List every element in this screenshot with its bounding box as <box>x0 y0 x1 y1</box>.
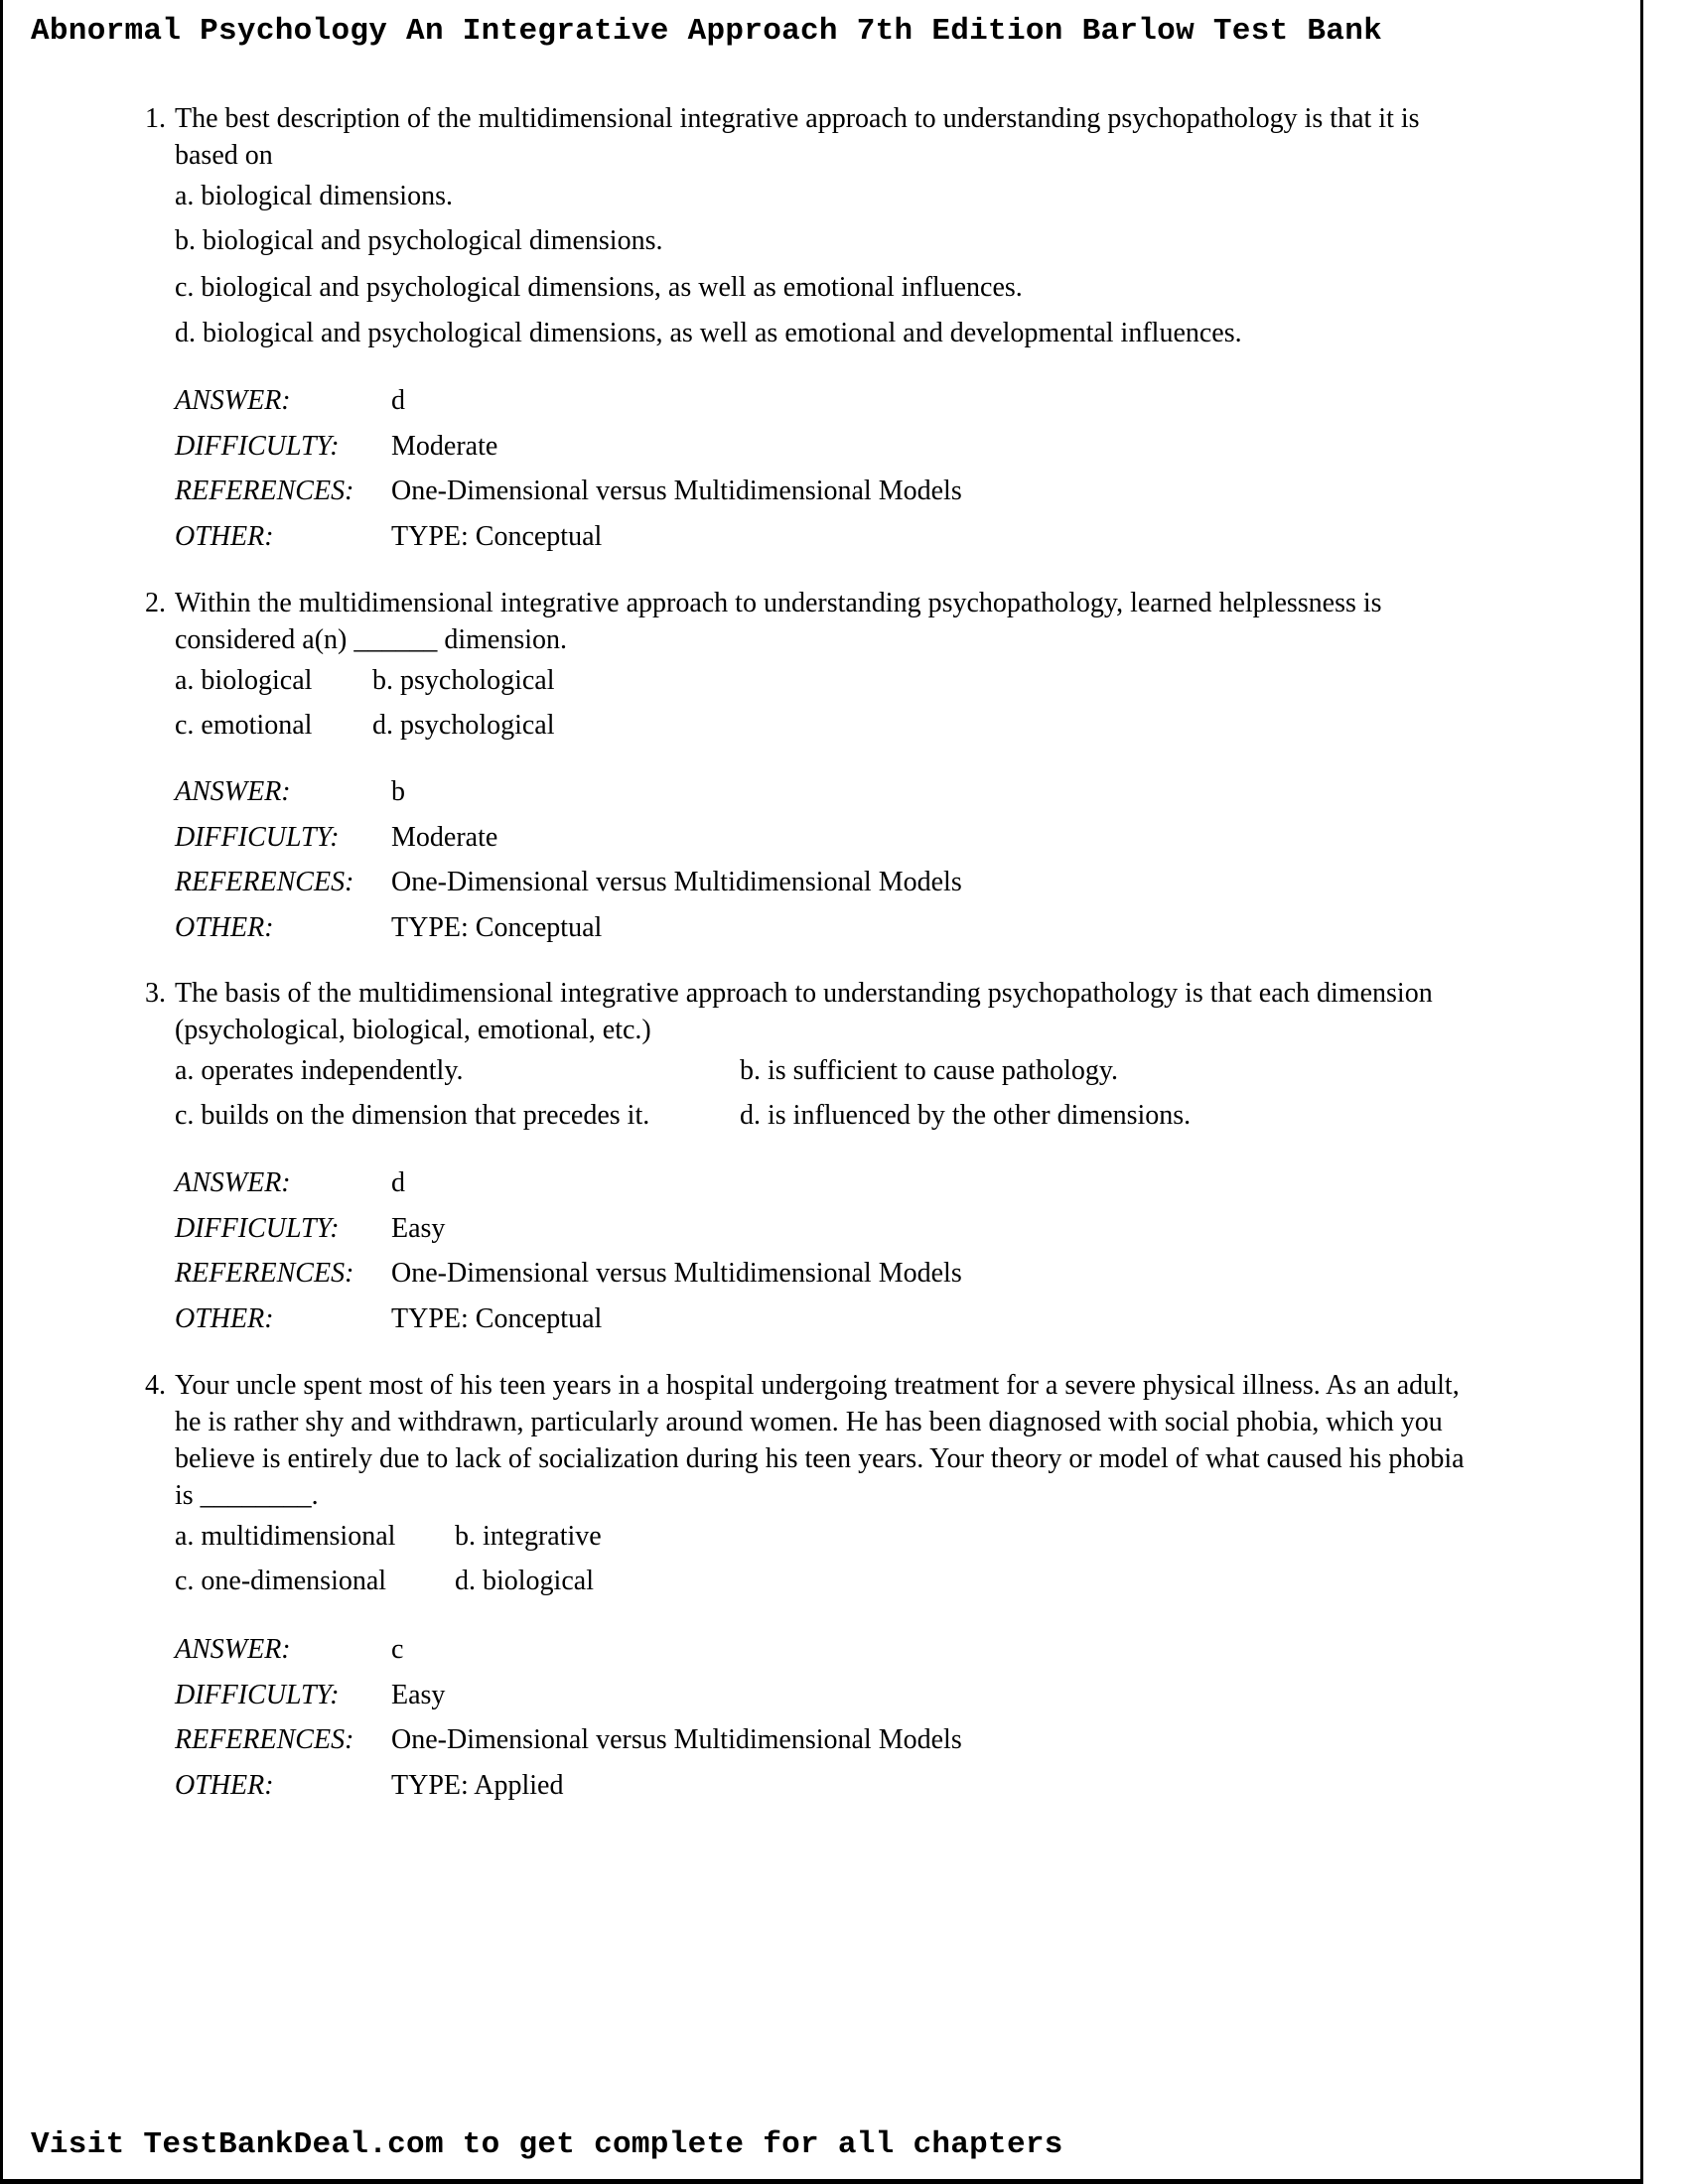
answer-value: d <box>391 385 405 416</box>
other-label: OTHER: <box>175 1303 274 1335</box>
question-line: considered a(n) ______ dimension. <box>175 624 568 655</box>
option-b: b. integrative <box>455 1521 602 1552</box>
answer-label: ANSWER: <box>175 1634 291 1665</box>
difficulty-value: Moderate <box>391 821 498 853</box>
references-value: One-Dimensional versus Multidimensional Models <box>391 1258 962 1290</box>
option-c: c. builds on the dimension that precedes it. <box>175 1100 650 1131</box>
question-line: The best description of the multidimensional integrative approach to understanding psychopathology is that it is <box>175 103 1420 134</box>
answer-options <box>175 174 1595 355</box>
option-b: b. biological and psychological dimensions. <box>175 225 663 256</box>
difficulty-label: DIFFICULTY: <box>175 1679 340 1710</box>
document-title: Abnormal Psychology An Integrative Approach 7th Edition Barlow Test Bank <box>31 14 1383 49</box>
option-a: a. operates independently. <box>175 1055 464 1086</box>
option-d: d. biological <box>455 1566 594 1596</box>
question-line: is ________. <box>175 1480 319 1511</box>
other-label: OTHER: <box>175 1770 274 1802</box>
other-label: OTHER: <box>175 912 274 944</box>
references-value: One-Dimensional versus Multidimensional Models <box>391 1724 962 1756</box>
question-3 <box>145 975 1595 1138</box>
answer-value: d <box>391 1167 405 1198</box>
references-label: REFERENCES: <box>175 1258 354 1290</box>
difficulty-label: DIFFICULTY: <box>175 430 340 462</box>
question-line: based on <box>175 140 273 171</box>
question-4 <box>145 1367 1595 1603</box>
question-number: 1. <box>145 103 166 134</box>
option-a: a. biological <box>175 665 313 696</box>
option-d: d. biological and psychological dimensions, as well as emotional and developmental influences. <box>175 318 1242 348</box>
question-line: he is rather shy and withdrawn, particularly around women. He has been diagnosed with social phobia, which you <box>175 1407 1443 1437</box>
answer-options <box>175 1048 1595 1138</box>
option-c: c. emotional <box>175 710 313 741</box>
references-value: One-Dimensional versus Multidimensional Models <box>391 867 962 898</box>
option-c: c. biological and psychological dimensions, as well as emotional influences. <box>175 271 1023 303</box>
difficulty-label: DIFFICULTY: <box>175 821 340 853</box>
other-value: TYPE: Conceptual <box>391 521 603 553</box>
question-line: The basis of the multidimensional integrative approach to understanding psychopathology is that each dimension <box>175 978 1433 1009</box>
option-b: b. psychological <box>372 665 555 696</box>
difficulty-value: Easy <box>391 1679 446 1710</box>
question-text <box>175 975 1595 1048</box>
option-a: a. multidimensional <box>175 1521 396 1552</box>
question-line: Your uncle spent most of his teen years in a hospital undergoing treatment for a severe physical illness. As an adult, <box>175 1370 1460 1401</box>
other-value: TYPE: Conceptual <box>391 912 603 944</box>
question-number: 3. <box>145 978 166 1009</box>
option-c: c. one-dimensional <box>175 1566 387 1596</box>
other-value: TYPE: Conceptual <box>391 1303 603 1335</box>
question-line: Within the multidimensional integrative approach to understanding psychopathology, learned helplessness is <box>175 588 1382 618</box>
answer-options <box>175 658 1595 748</box>
question-text <box>175 585 1595 658</box>
question-text <box>175 1367 1595 1514</box>
answer-label: ANSWER: <box>175 776 291 807</box>
references-label: REFERENCES: <box>175 867 354 898</box>
option-b: b. is sufficient to cause pathology. <box>740 1055 1119 1086</box>
option-d: d. is influenced by the other dimensions. <box>740 1100 1192 1131</box>
references-value: One-Dimensional versus Multidimensional Models <box>391 476 962 507</box>
option-d: d. psychological <box>372 710 555 741</box>
difficulty-value: Easy <box>391 1212 446 1244</box>
difficulty-label: DIFFICULTY: <box>175 1212 340 1244</box>
answer-value: c <box>391 1634 404 1665</box>
other-value: TYPE: Applied <box>391 1770 564 1802</box>
question-text <box>175 100 1595 174</box>
references-label: REFERENCES: <box>175 1724 354 1756</box>
answer-options <box>175 1514 1595 1603</box>
references-label: REFERENCES: <box>175 476 354 507</box>
answer-label: ANSWER: <box>175 385 291 416</box>
answer-label: ANSWER: <box>175 1167 291 1198</box>
question-1 <box>145 100 1595 355</box>
question-line: (psychological, biological, emotional, etc.) <box>175 1015 651 1045</box>
question-number: 2. <box>145 588 166 618</box>
question-2 <box>145 585 1595 748</box>
difficulty-value: Moderate <box>391 430 498 462</box>
option-a: a. biological dimensions. <box>175 181 453 211</box>
footer-promo-text: Visit TestBankDeal.com to get complete for all chapters <box>31 2127 1063 2162</box>
question-line: believe is entirely due to lack of socialization during his teen years. Your theory or model of what caused his phobia <box>175 1443 1465 1474</box>
other-label: OTHER: <box>175 521 274 553</box>
answer-value: b <box>391 776 405 807</box>
question-number: 4. <box>145 1370 166 1401</box>
